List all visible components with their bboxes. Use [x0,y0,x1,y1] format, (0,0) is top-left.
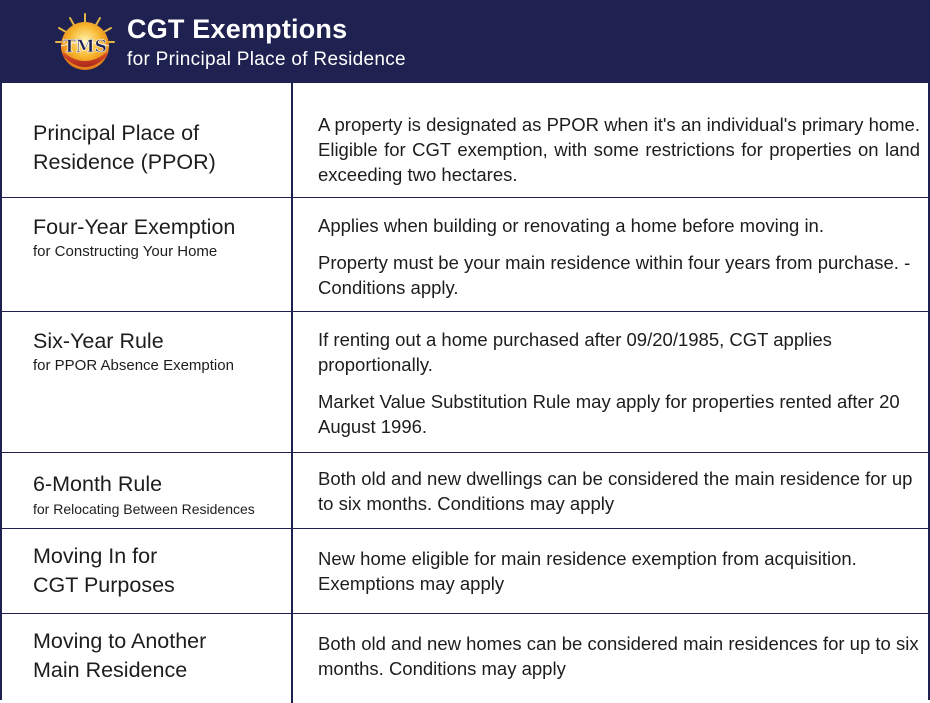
page-title: CGT Exemptions [127,14,348,44]
row-subtitle: for Constructing Your Home [33,243,218,260]
row-description: A property is designated as PPOR when it's an individual's primary home. Eligible for CGT exemption, with some restrictions for properties on land exceeding two hectares. [318,114,920,185]
row-title: 6-Month Rule [33,472,163,496]
row-description: Both old and new homes can be considered main residences for up to six months. Conditions may apply [318,633,919,679]
row-title: Principal Place of Residence (PPOR) [33,121,216,174]
page-subtitle: for Principal Place of Residence [127,49,406,70]
column-divider [291,529,293,613]
row-heading-cell [33,327,283,376]
row-subtitle: for Relocating Between Residences [33,501,255,517]
row-heading-cell [33,119,283,177]
table-row [2,198,928,312]
row-description-cell [318,327,920,439]
row-description: Both old and new dwellings can be considered the main residence for up to six months. Conditions may apply [318,468,913,514]
row-description-cell [318,213,920,300]
row-heading-cell [33,542,283,600]
column-divider [291,198,293,311]
sun-logo-icon [54,12,116,74]
row-description-cell [318,546,920,596]
row-description: Applies when building or renovating a home before moving in. [318,215,824,236]
row-description-cell [318,631,920,681]
row-title: Moving In for CGT Purposes [33,544,175,597]
row-title: Moving to Another Main Residence [33,629,207,682]
tms-logo [54,12,116,74]
table-row [2,453,928,529]
row-description-cell [318,112,920,187]
row-description-cell [318,466,920,516]
row-subtitle: for PPOR Absence Exemption [33,357,234,374]
table-row [2,529,928,614]
column-divider [291,312,293,452]
row-description: New home eligible for main residence exemption from acquisition. Exemptions may apply [318,548,857,594]
row-title: Six-Year Rule [33,329,164,353]
table-row [2,83,928,198]
row-description: Property must be your main residence within four years from purchase. - Conditions apply. [318,252,911,298]
table-row [2,312,928,453]
row-description: If renting out a home purchased after 09/20/1985, CGT applies proportionally. [318,329,832,375]
row-heading-cell [33,213,283,262]
column-divider [291,83,293,197]
table-row [2,614,928,703]
row-heading-cell [33,470,283,519]
column-divider [291,614,293,703]
row-title: Four-Year Exemption [33,215,236,239]
row-description: Market Value Substitution Rule may apply for properties rented after 20 August 1996. [318,391,900,437]
svg-text:TMS: TMS [63,37,107,57]
row-heading-cell [33,627,283,685]
column-divider [291,453,293,528]
exemptions-table [0,80,930,700]
page-header [0,0,930,80]
